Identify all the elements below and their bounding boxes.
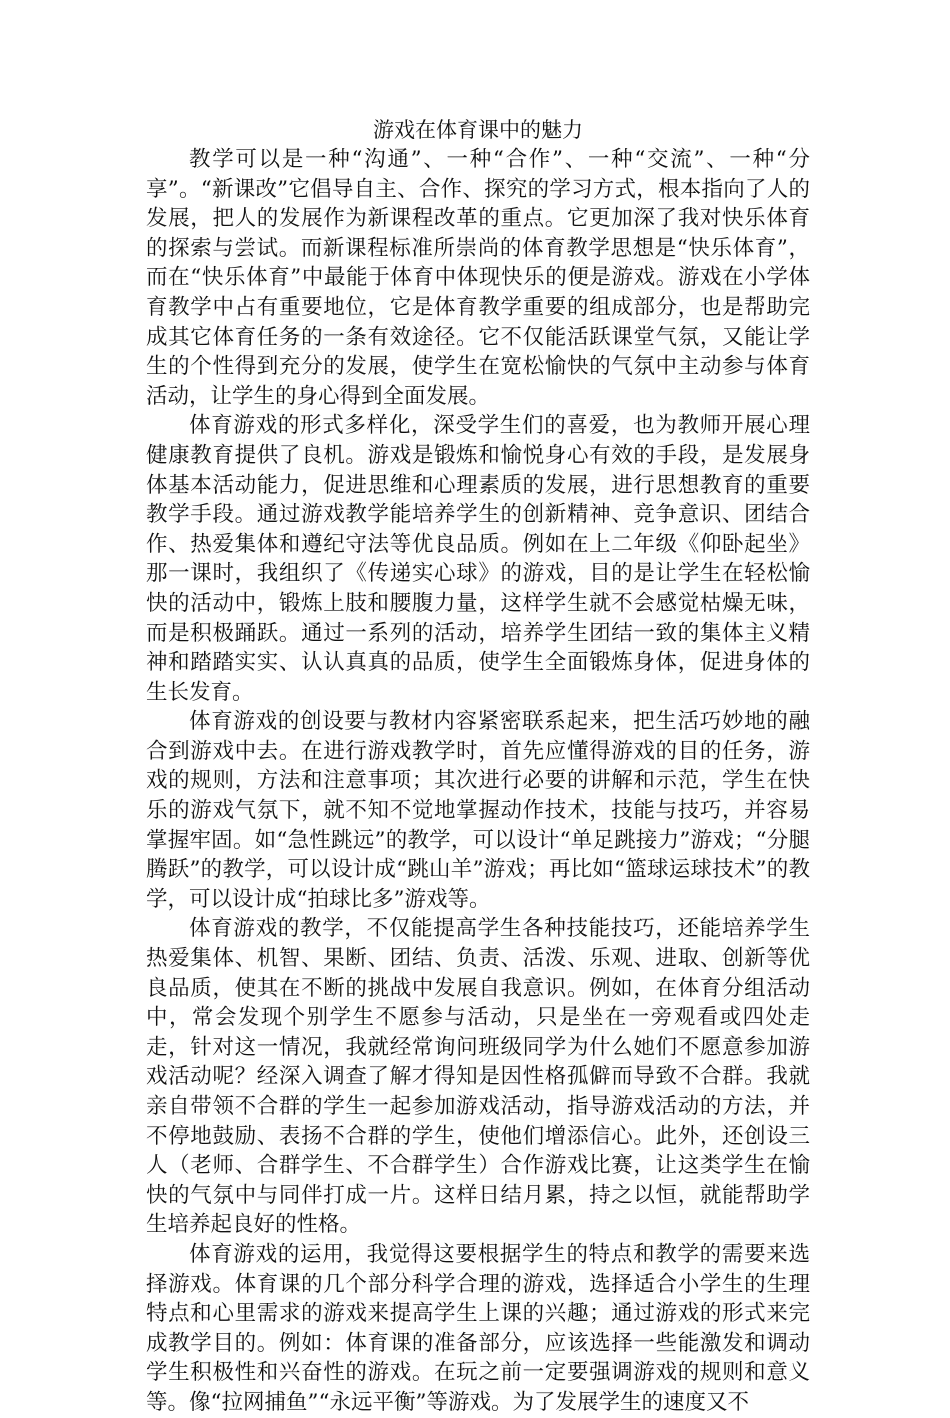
paragraph-game-usage: 体育游戏的运用，我觉得这要根据学生的特点和教学的需要来选择游戏。体育课的几个部分科学合理的游戏，选择适合小学生的生理特点和心里需求的游戏来提高学生上课的兴趣；通过游戏的形式来完成教学目的。例如：体育课的准备部分，应该选择一些能激发和调动学生积极性和兴奋性的游戏。在玩之前一定要强调游戏的规则和意义等。像“拉网捕鱼”“永远平衡”等游戏。为了发展学生的速度又不 — [146, 1241, 810, 1415]
document-title: 游戏在体育课中的魅力 — [373, 118, 583, 142]
paragraph-intro: 教学可以是一种“沟通”、一种“合作”、一种“交流”、一种“分享”。“新课改”它倡导自主、合作、探究的学习方式，根本指向了人的发展，把人的发展作为新课程改革的重点。它更加深了我对快乐体育的探索与尝试。而新课程标准所崇尚的体育教学思想是“快乐体育”，而在“快乐体育”中最能于体育中体现快乐的便是游戏。游戏在小学体育教学中占有重要地位，它是体育教学重要的组成部分，也是帮助完成其它体育任务的一条有效途径。它不仅能活跃课堂气氛，又能让学生的个性得到充分的发展，使学生在宽松愉快的气氛中主动参与体育活动，让学生的身心得到全面发展。 — [146, 147, 810, 409]
paragraph-game-teaching: 体育游戏的教学，不仅能提高学生各种技能技巧，还能培养学生热爱集体、机智、果断、团结、负责、活泼、乐观、进取、创新等优良品质，使其在不断的挑战中发展自我意识。例如，在体育分组活动中，常会发现个别学生不愿参与活动，只是坐在一旁观看或四处走走，针对这一情况，我就经常询问班级同学为什么她们不愿意参加游戏活动呢？经深入调查了解才得知是因性格孤僻而导致不合群。我就亲自带领不合群的学生一起参加游戏活动，指导游戏活动的方法，并不停地鼓励、表扬不合群的学生，使他们增添信心。此外，还创设三人（老师、合群学生、不合群学生）合作游戏比赛，让这类学生在愉快的气氛中与同伴打成一片。这样日结月累，持之以恒，就能帮助学生培养起良好的性格。 — [146, 916, 810, 1238]
paragraph-game-design: 体育游戏的创设要与教材内容紧密联系起来，把生活巧妙地的融合到游戏中去。在进行游戏教学时，首先应懂得游戏的目的任务，游戏的规则，方法和注意事项；其次进行必要的讲解和示范，学生在快乐的游戏气氛下，就不知不觉地掌握动作技术，技能与技巧，并容易掌握牢固。如“急性跳远”的教学，可以设计“单足跳接力”游戏；“分腿腾跃”的教学，可以设计成“跳山羊”游戏；再比如“篮球运球技术”的教学，可以设计成“拍球比多”游戏等。 — [146, 709, 810, 912]
document-body — [146, 115, 810, 1418]
paragraph-game-forms: 体育游戏的形式多样化，深受学生们的喜爱，也为教师开展心理健康教育提供了良机。游戏是锻炼和愉悦身心有效的手段，是发展身体基本活动能力，促进思维和心理素质的发展，进行思想教育的重要教学手段。通过游戏教学能培养学生的创新精神、竞争意识、团结合作、热爱集体和遵纪守法等优良品质。例如在上二年级《仰卧起坐》那一课时，我组织了《传递实心球》的游戏，目的是让学生在轻松愉快的活动中，锻炼上肢和腰腹力量，这样学生就不会感觉枯燥无味，而是积极踊跃。通过一系列的活动，培养学生团结一致的集体主义精神和踏踏实实、认认真真的品质，使学生全面锻炼身体，促进身体的生长发育。 — [146, 413, 810, 705]
